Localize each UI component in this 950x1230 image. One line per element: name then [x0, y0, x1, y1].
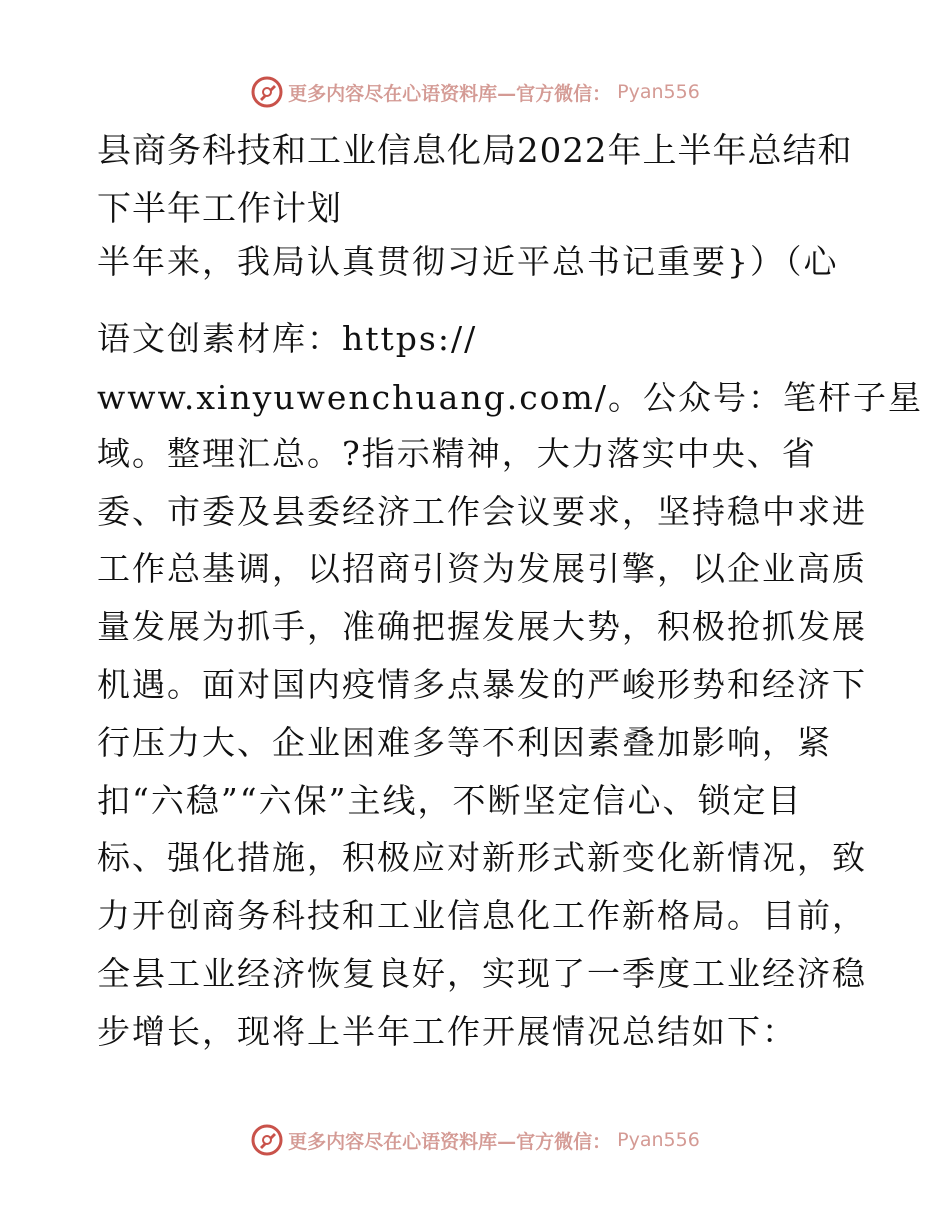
logo-icon	[250, 75, 284, 109]
body-line: www.xinyuwenchuang.com/。公众号：笔杆子星	[97, 378, 923, 417]
body-line: 委、市委及县委经济工作会议要求，坚持稳中求进	[97, 492, 867, 531]
banner-text: 更多内容尽在心语资料库—官方微信：	[288, 82, 612, 105]
body-line: 全县工业经济恢复良好，实现了一季度工业经济稳	[97, 954, 867, 993]
banner-contact: Pyan556	[617, 81, 700, 103]
body-line: 行压力大、企业困难多等不利因素叠加影响，紧	[97, 723, 832, 762]
body-line: 机遇。面对国内疫情多点暴发的严峻形势和经济下	[97, 665, 867, 704]
body-line: 半年来，我局认真贯彻习近平总书记重要}）（心	[97, 242, 839, 281]
body-line: 扣“六稳”“六保”主线，不断坚定信心、锁定目	[97, 781, 803, 820]
body-line: 力开创商务科技和工业信息化工作新格局。目前，	[97, 896, 867, 935]
body-line: 工作总基调，以招商引资为发展引擎，以企业高质	[97, 549, 867, 588]
logo-icon	[250, 1123, 284, 1157]
banner-contact: Pyan556	[617, 1129, 700, 1151]
body-line: 语文创素材库：https://	[97, 319, 478, 358]
body-line: 步增长，现将上半年工作开展情况总结如下：	[97, 1012, 797, 1051]
body-line: 量发展为抓手，准确把握发展大势，积极抢抓发展	[97, 607, 867, 646]
header-banner	[0, 72, 950, 112]
footer-banner	[0, 1120, 950, 1160]
document-title: 县商务科技和工业信息化局2022年上半年总结和下半年工作计划	[97, 131, 853, 229]
body-line: 标、强化措施，积极应对新形式新变化新情况，致	[97, 838, 867, 877]
banner-text: 更多内容尽在心语资料库—官方微信：	[288, 1130, 612, 1153]
body-line: 域。整理汇总。?指示精神，大力落实中央、省	[97, 434, 817, 473]
